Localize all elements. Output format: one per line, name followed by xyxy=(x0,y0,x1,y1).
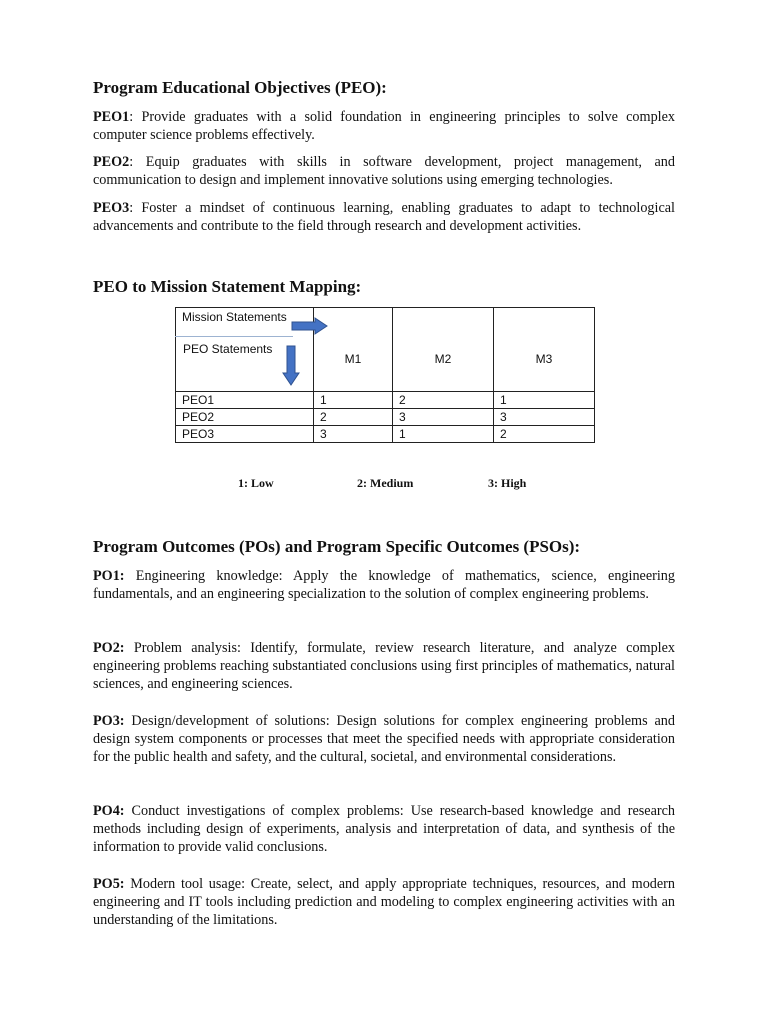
peo2-paragraph xyxy=(93,153,675,189)
po2-text: Problem analysis: Identify, formulate, review research literature, and analyze complex engineering problems reaching substantiated conclusions using first principles of mathematics, natural sciences, and engineering sciences. xyxy=(93,640,675,692)
column-header-m1: M1 xyxy=(314,308,393,392)
peo3-label: PEO3 xyxy=(93,200,130,216)
table-cell: 2 xyxy=(314,409,393,426)
po3-text: Design/development of solutions: Design solutions for complex engineering problems and design system components or processes that meet the specified needs with appropriate consideration for the public health and safety, and the cultural, societal, and environmental considerations. xyxy=(93,713,675,765)
legend-high: 3: High xyxy=(488,476,527,490)
table-cell: 3 xyxy=(494,409,595,426)
table-cell: 1 xyxy=(393,426,494,443)
mission-statements-label: Mission Statements xyxy=(182,309,287,324)
arrow-down-icon xyxy=(282,345,300,387)
po4-text: Conduct investigations of complex problems: Use research-based knowledge and research methods including design of experiments, analysis and interpretation of data, and synthesis of the information to provide valid conclusions. xyxy=(93,803,675,855)
table-cell: 1 xyxy=(314,392,393,409)
po5-text: Modern tool usage: Create, select, and apply appropriate techniques, resources, and modern engineering and IT tools including prediction and modeling to complex engineering activities with an understanding of the limitations. xyxy=(93,876,675,928)
peo1-label: PEO1 xyxy=(93,109,130,125)
table-cell: 1 xyxy=(494,392,595,409)
po1-label: PO1: xyxy=(93,568,125,584)
po4-label: PO4: xyxy=(93,803,125,819)
po-heading: Program Outcomes (POs) and Program Specific Outcomes (PSOs): xyxy=(93,537,581,556)
peo-statements-label: PEO Statements xyxy=(183,341,273,356)
peo2-label: PEO2 xyxy=(93,154,130,170)
po3-label: PO3: xyxy=(93,713,125,729)
arrow-right-icon xyxy=(291,317,329,335)
row-label: PEO1 xyxy=(176,392,314,409)
peo1-paragraph xyxy=(93,108,675,144)
column-header-m2: M2 xyxy=(393,308,494,392)
peo3-text: : Foster a mindset of continuous learning, enabling graduates to adapt to technological advancements and contribute to the field through research and development activities. xyxy=(93,200,675,234)
po4-paragraph xyxy=(93,802,675,856)
peo-mission-mapping-table xyxy=(175,307,594,441)
legend-low: 1: Low xyxy=(238,476,274,490)
mapping-heading: PEO to Mission Statement Mapping: xyxy=(93,277,362,296)
table-cell: 3 xyxy=(393,409,494,426)
row-label: PEO3 xyxy=(176,426,314,443)
table-row xyxy=(176,409,595,426)
column-header-m3: M3 xyxy=(494,308,595,392)
table-cell: 3 xyxy=(314,426,393,443)
po2-paragraph xyxy=(93,639,675,693)
po5-paragraph xyxy=(93,875,675,929)
table-row xyxy=(176,392,595,409)
po5-label: PO5: xyxy=(93,876,125,892)
corner-divider xyxy=(175,336,293,337)
peo3-paragraph xyxy=(93,199,675,235)
peo-heading: Program Educational Objectives (PEO): xyxy=(93,78,387,97)
po1-paragraph xyxy=(93,567,675,603)
table-row xyxy=(176,426,595,443)
po3-paragraph xyxy=(93,712,675,766)
po1-text: Engineering knowledge: Apply the knowledge of mathematics, science, engineering fundamentals, and an engineering specialization to the solution of complex engineering problems. xyxy=(93,568,675,602)
table-header-row xyxy=(176,308,595,392)
row-label: PEO2 xyxy=(176,409,314,426)
table-cell: 2 xyxy=(494,426,595,443)
table-cell: 2 xyxy=(393,392,494,409)
peo1-text: : Provide graduates with a solid foundation in engineering principles to solve complex computer science problems effectively. xyxy=(93,109,675,143)
po2-label: PO2: xyxy=(93,640,125,656)
peo2-text: : Equip graduates with skills in software development, project management, and communication to design and implement innovative solutions using emerging technologies. xyxy=(93,154,675,188)
legend-medium: 2: Medium xyxy=(357,476,414,490)
